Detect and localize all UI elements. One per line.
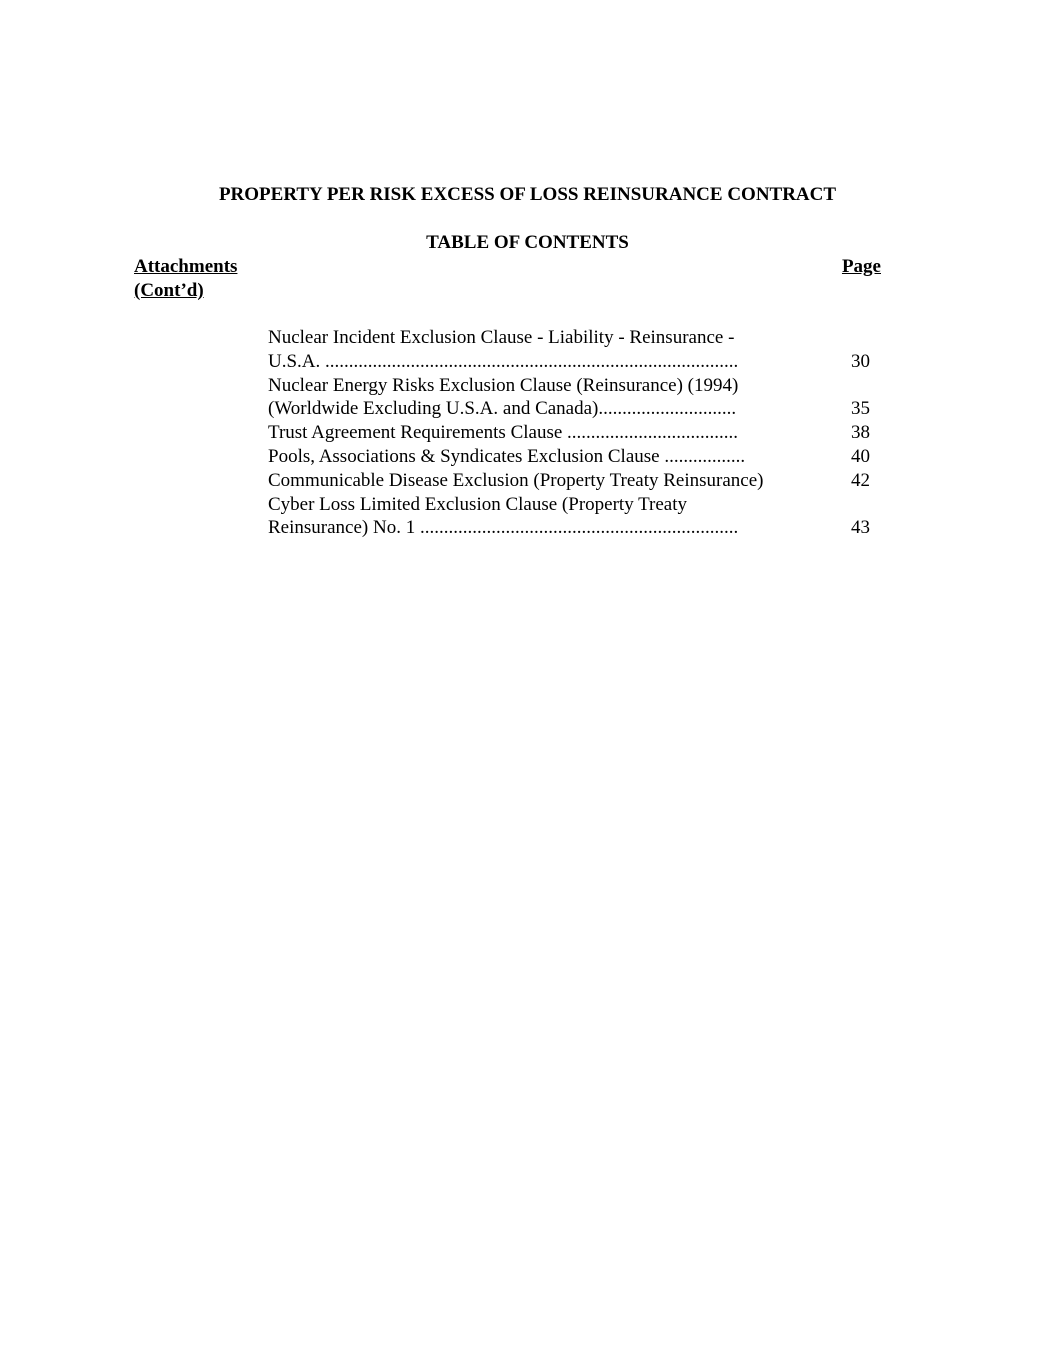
document-title: PROPERTY PER RISK EXCESS OF LOSS REINSURANCE CONTRACT: [218, 184, 837, 205]
toc-entry-line: Nuclear Energy Risks Exclusion Clause (Reinsurance) (1994): [268, 374, 739, 396]
toc-entry-page-number: 42: [851, 469, 870, 491]
toc-entry-line: Nuclear Incident Exclusion Clause - Liability - Reinsurance -: [268, 327, 735, 348]
toc-entry-page-number: 43: [851, 517, 870, 539]
toc-entry-nuclear-incident[interactable]: [268, 326, 888, 374]
toc-entry-text: [268, 469, 818, 493]
toc-entry-line: Reinsurance) No. 1 ...................................................................: [268, 517, 739, 539]
toc-entry-page-number: 40: [851, 445, 870, 467]
toc-entry-text: [268, 374, 818, 422]
toc-entry-line: Cyber Loss Limited Exclusion Clause (Property Treaty: [268, 493, 688, 515]
toc-entry-line: Trust Agreement Requirements Clause ....................................: [268, 422, 739, 444]
toc-entry-communicable-disease[interactable]: [268, 469, 888, 493]
toc-entry-trust-agreement[interactable]: [268, 421, 888, 445]
toc-entries: [268, 326, 888, 540]
toc-entry-line: (Worldwide Excluding U.S.A. and Canada).............................: [268, 398, 737, 420]
toc-entry-text: [268, 421, 818, 445]
toc-entry-page-number: 38: [851, 422, 870, 444]
toc-entry-nuclear-energy[interactable]: [268, 374, 888, 422]
toc-heading: TABLE OF CONTENTS: [426, 232, 629, 253]
toc-entry-pools-associations[interactable]: [268, 445, 888, 469]
continued-label: (Cont’d): [134, 280, 204, 301]
toc-entry-text: [268, 326, 818, 374]
toc-entry-cyber-loss[interactable]: [268, 493, 888, 541]
toc-entry-text: [268, 493, 818, 541]
toc-entry-text: [268, 445, 818, 469]
attachments-column-header: [134, 255, 237, 303]
attachments-label: Attachments: [134, 256, 238, 277]
toc-entry-line: U.S.A. .......................................................................................: [268, 350, 739, 372]
toc-entry-line: Communicable Disease Exclusion (Property Treaty Reinsurance): [268, 469, 764, 491]
toc-entry-page-number: 30: [851, 350, 870, 372]
page-column-header: Page: [841, 256, 881, 277]
toc-entry-line: Pools, Associations & Syndicates Exclusion Clause .................: [268, 445, 746, 467]
toc-entry-page-number: 35: [851, 398, 870, 420]
